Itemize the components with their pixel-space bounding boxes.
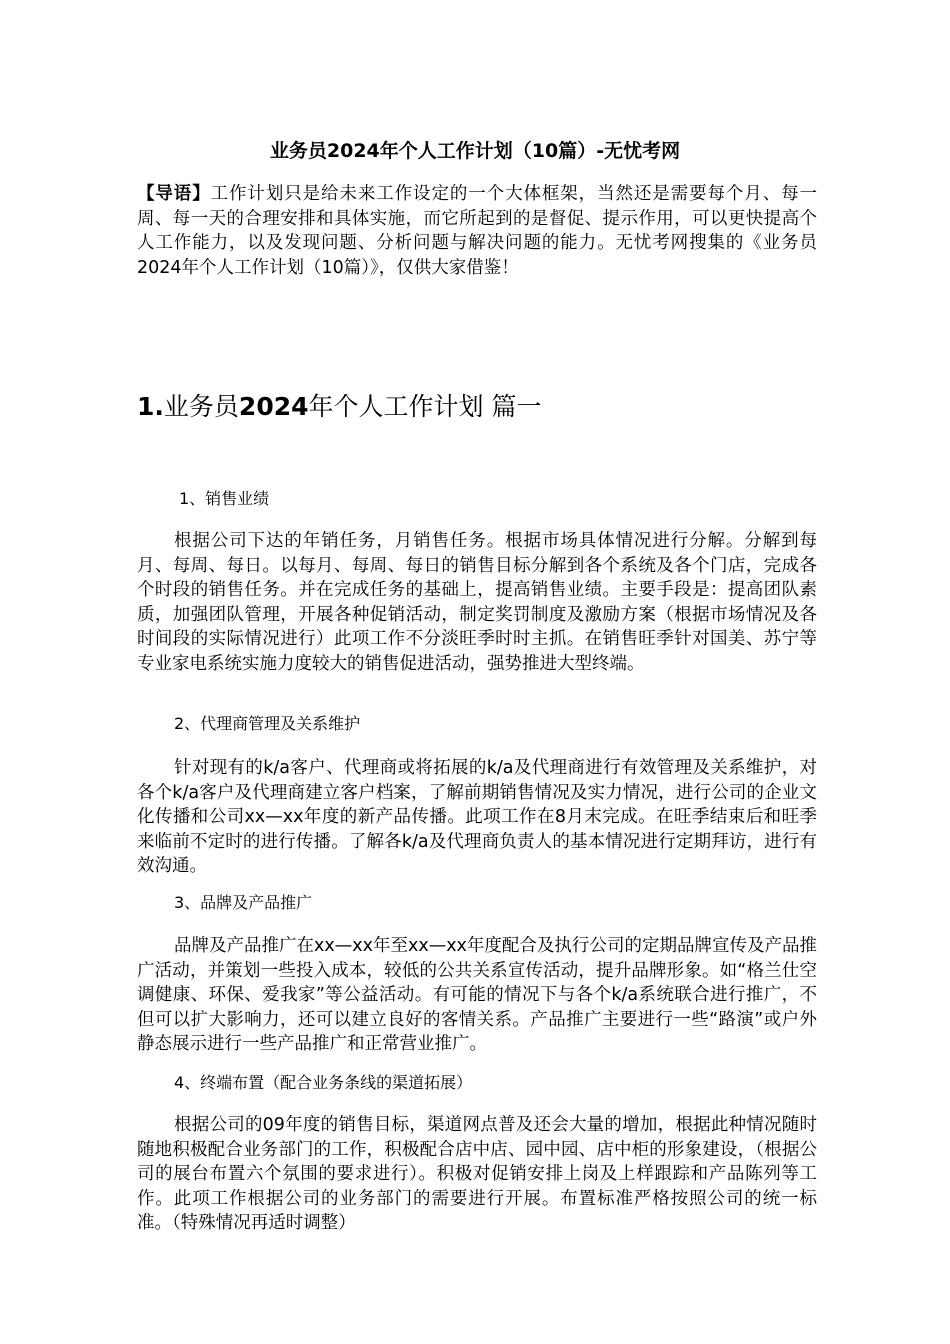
section-number: 1. (137, 392, 164, 421)
section-year: 2024 (238, 392, 309, 421)
intro-text: 工作计划只是给未来工作设定的一个大体框架，当然还是需要每个月、每一周、每一天的合理安排和具体实施，而它所起到的是督促、提示作用，可以更快提高个人工作能力，以及发现问题、分析问题与解决问题的能力。无忧考网搜集的《业务员2024年个人工作计划（10篇）》，仅供大家借鉴！ (137, 184, 818, 278)
intro-paragraph (137, 182, 817, 280)
intro-label: 【导语】 (137, 184, 211, 204)
item-heading: 1、销售业绩 (179, 489, 270, 508)
item-heading: 3、品牌及产品推广 (174, 893, 313, 912)
section-title-prefix: 业务员 (163, 392, 239, 421)
item-heading: 2、代理商管理及关系维护 (174, 714, 361, 733)
section-heading (137, 389, 817, 425)
document-title: 业务员2024年个人工作计划（10篇）-无忧考网 (269, 140, 681, 162)
item-paragraph: 品牌及产品推广在xx—xx年至xx—xx年度配合及执行公司的定期品牌宣传及产品推广活动，并策划一些投入成本，较低的公共关系宣传活动，提升品牌形象。如“格兰仕空调健康、环保、爱我家”等公益活动。有可能的情况下与各个k/a系统联合进行推广，不但可以扩大影响力，还可以建立良好的客情关系。产品推广主要进行一些“路演”或户外静态展示进行一些产品推广和正常营业推广。 (137, 936, 817, 1054)
item-paragraph: 针对现有的k/a客户、代理商或将拓展的k/a及代理商进行有效管理及关系维护，对各个k/a客户及代理商建立客户档案，了解前期销售情况及实力情况，进行公司的企业文化传播和公司xx—xx年度的新产品传播。此项工作在8月末完成。在旺季结束后和旺季来临前不定时的进行传播。了解各k/a及代理商负责人的基本情况进行定期拜访，进行有效沟通。 (137, 758, 817, 876)
item-heading: 4、终端布置（配合业务条线的渠道拓展） (174, 1073, 473, 1092)
item-paragraph: 根据公司的09年度的销售目标，渠道网点普及还会大量的增加，根据此种情况随时随地积极配合业务部门的工作，积极配合店中店、园中园、店中柜的形象建设，（根据公司的展台布置六个氛围的要求进行）。积极对促销安排上岗及上样跟踪和产品陈列等工作。此项工作根据公司的业务部门的需要进行开展。布置标准严格按照公司的统一标准。（特殊情况再适时调整） (137, 1115, 817, 1233)
item-paragraph: 根据公司下达的年销任务，月销售任务。根据市场具体情况进行分解。分解到每月、每周、每日。以每月、每周、每日的销售目标分解到各个系统及各个门店，完成各个时段的销售任务。并在完成任务的基础上，提高销售业绩。主要手段是：提高团队素质，加强团队管理，开展各种促销活动，制定奖罚制度及激励方案（根据市场情况及各时间段的实际情况进行）此项工作不分淡旺季时时主抓。在销售旺季针对国美、苏宁等专业家电系统实施力度较大的销售促进活动，强势推进大型终端。 (137, 531, 817, 674)
section-title-suffix: 年个人工作计划 篇一 (308, 392, 542, 421)
